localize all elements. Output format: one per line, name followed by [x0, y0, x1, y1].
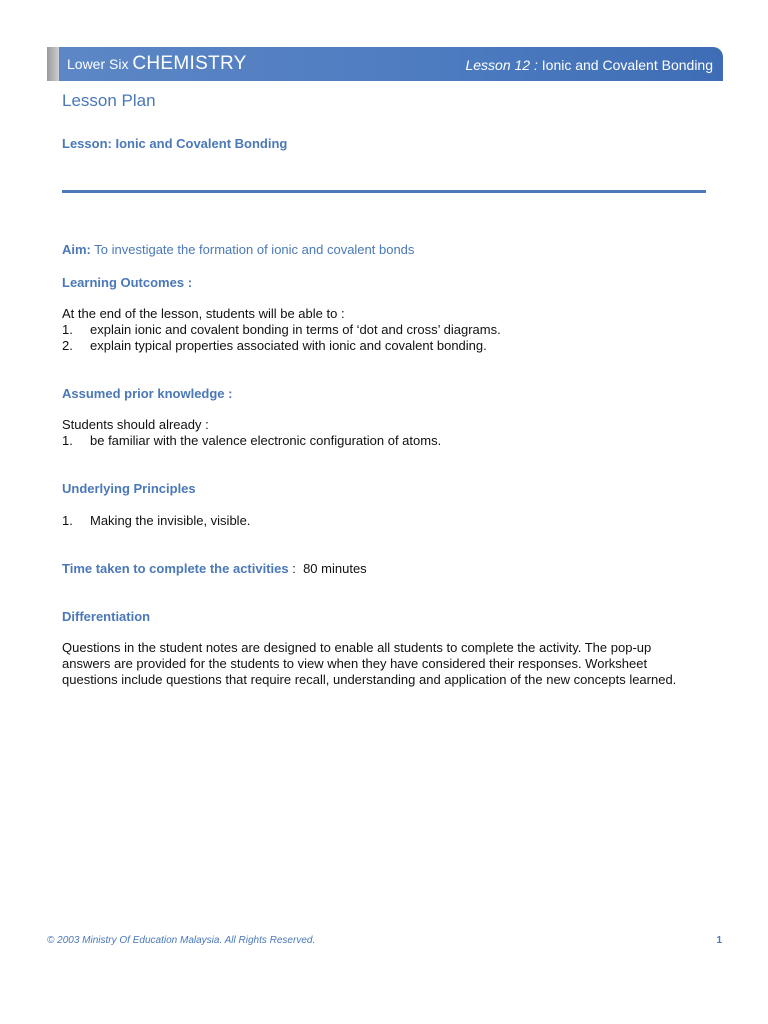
list-text: explain ionic and covalent bonding in terms of ‘dot and cross’ diagrams. [90, 322, 501, 337]
prior-knowledge-section [62, 417, 722, 449]
time-line [62, 560, 722, 578]
list-item [62, 338, 722, 354]
lesson-title [465, 57, 713, 73]
course-subject: CHEMISTRY [132, 53, 247, 74]
differentiation-text: Questions in the student notes are designed to enable all students to complete the activity. The pop-up answers are provided for the students to view when they have considered their responses. Worksheet questions include questions that require recall, understanding and application of the new concepts learned. [62, 640, 677, 687]
banner-edge-decoration [47, 47, 59, 81]
list-item [62, 513, 722, 529]
divider [62, 190, 706, 193]
course-level: Lower Six [67, 56, 133, 72]
prior-knowledge-heading-text: Assumed prior knowledge : [62, 386, 233, 401]
learning-outcomes-section [62, 306, 722, 354]
list-text: Making the invisible, visible. [90, 513, 251, 528]
list-item [62, 322, 722, 338]
differentiation-heading [62, 608, 722, 626]
list-number: 1. [62, 433, 73, 448]
prior-knowledge-intro: Students should already : [62, 417, 209, 432]
page-number: 1 [716, 935, 722, 946]
list-text: explain typical properties associated with ionic and covalent bonding. [90, 338, 487, 353]
aim-text: To investigate the formation of ionic and covalent bonds [90, 242, 415, 257]
time-separator: : [288, 561, 304, 576]
prior-knowledge-heading [62, 385, 722, 403]
lesson-name: Ionic and Covalent Bonding [541, 57, 713, 73]
learning-outcomes-intro: At the end of the lesson, students will be able to : [62, 306, 345, 321]
list-number: 2. [62, 338, 73, 353]
lesson-heading: Lesson: Ionic and Covalent Bonding [62, 136, 288, 151]
list-number: 1. [62, 322, 73, 337]
learning-outcomes-heading-text: Learning Outcomes : [62, 275, 193, 290]
time-value: 80 minutes [303, 561, 367, 576]
principles-section [62, 513, 722, 529]
principles-heading-text: Underlying Principles [62, 481, 196, 496]
list-item [62, 433, 722, 449]
copyright-notice: © 2003 Ministry Of Education Malaysia. All Rights Reserved. [47, 935, 316, 946]
list-number: 1. [62, 513, 73, 528]
lesson-number: Lesson 12 : [465, 57, 542, 73]
aim-label: Aim: [62, 242, 91, 257]
time-label: Time taken to complete the activities [62, 561, 289, 576]
aim-line [62, 242, 414, 257]
differentiation-heading-text: Differentiation [62, 609, 151, 624]
principles-heading [62, 480, 722, 498]
list-text: be familiar with the valence electronic configuration of atoms. [90, 433, 442, 448]
page-title: Lesson Plan [62, 91, 156, 110]
course-title [67, 53, 247, 75]
learning-outcomes-heading [62, 274, 722, 292]
header-banner [47, 47, 723, 81]
